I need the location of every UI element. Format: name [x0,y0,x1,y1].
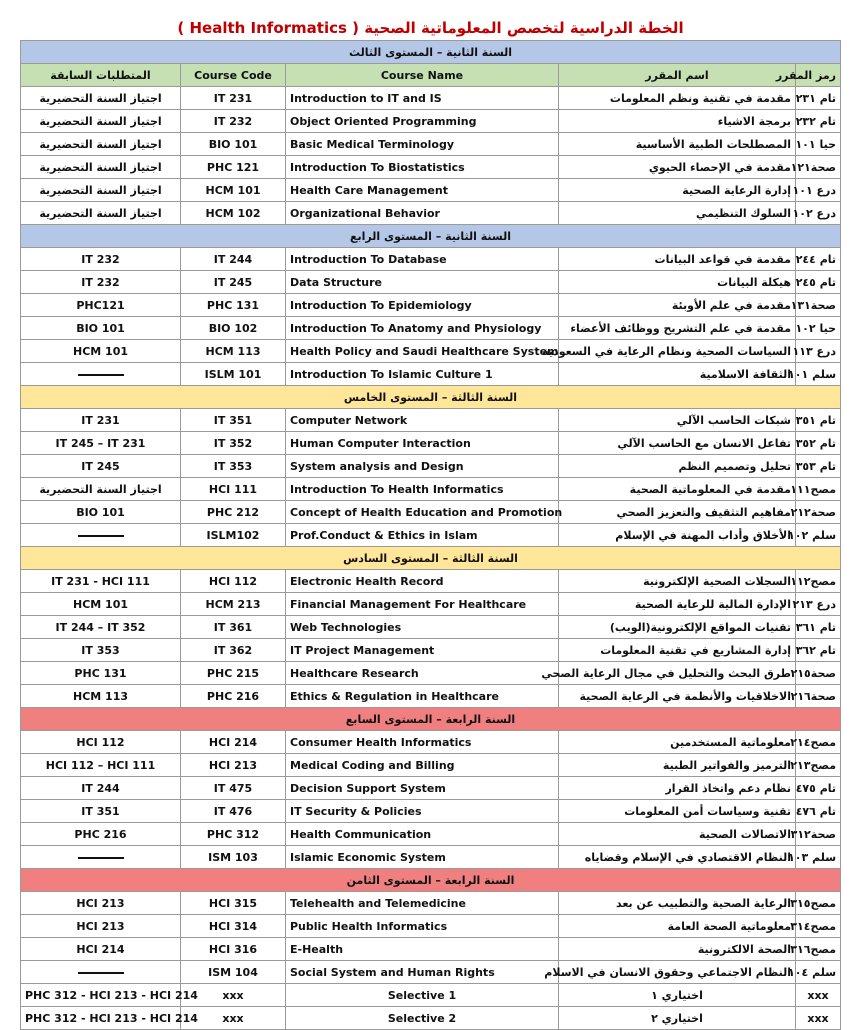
header-prereq: المتطلبات السابقة [21,64,181,87]
table-row [21,501,841,524]
section-header [21,869,841,892]
prerequisite-cell: IT 231 [21,409,181,432]
course-number-cell: تام ٢٣٢ [796,110,841,133]
course-name-en-cell: Data Structure [286,271,559,294]
no-prerequisite-dash [78,972,124,974]
course-code-cell: ISLM 101 [181,363,286,386]
course-number-cell: صحة١٣١ [796,294,841,317]
study-plan-table [20,40,841,1030]
course-name-ar-cell: هيكلة البيانات [559,271,796,294]
course-name-ar-cell: مقدمة في علم الأوبئة [559,294,796,317]
table-row [21,961,841,984]
prerequisite-cell: اجتياز السنة التحضيرية [21,87,181,110]
course-name-ar-cell: الأخلاق وأداب المهنة في الإسلام [559,524,796,547]
course-name-en-cell: Introduction To Islamic Culture 1 [286,363,559,386]
course-code-cell: HCI 214 [181,731,286,754]
prerequisite-cell: اجتياز السنة التحضيرية [21,179,181,202]
section-header [21,708,841,731]
course-name-en-cell: Organizational Behavior [286,202,559,225]
header-name-ar: اسم المقرر [559,64,796,87]
course-name-ar-cell: شبكات الحاسب الآلي [559,409,796,432]
course-name-en-cell: Health Care Management [286,179,559,202]
course-name-en-cell: Ethics & Regulation in Healthcare [286,685,559,708]
table-row [21,616,841,639]
header-name-en: Course Name [286,64,559,87]
course-name-en-cell: IT Security & Policies [286,800,559,823]
course-name-ar-cell: معلوماتية المستخدمين [559,731,796,754]
prerequisite-cell: HCI 214 [21,938,181,961]
table-row [21,593,841,616]
course-name-ar-cell: الرعاية الصحية والتطبيب عن بعد [559,892,796,915]
course-number-cell: مصح٣١٥ [796,892,841,915]
header-num: رمز المقرر [796,64,841,87]
section-header [21,386,841,409]
course-code-cell: HCI 316 [181,938,286,961]
table-row [21,478,841,501]
course-number-cell: xxx [796,1007,841,1030]
course-name-en-cell: IT Project Management [286,639,559,662]
table-row [21,317,841,340]
course-number-cell: صحة١٢١ [796,156,841,179]
course-number-cell: سلم ١٠١ [796,363,841,386]
course-name-ar-cell: تقنيات المواقع الإلكترونية(الويب) [559,616,796,639]
prerequisite-cell: IT 232 [21,248,181,271]
course-code-cell: PHC 131 [181,294,286,317]
course-code-cell: HCI 112 [181,570,286,593]
course-number-cell: حيا ١٠١ [796,133,841,156]
prerequisite-cell: HCM 101 [21,340,181,363]
table-row [21,271,841,294]
prerequisite-cell: HCM 101 [21,593,181,616]
course-name-ar-cell: الإدارة المالية للرعاية الصحية [559,593,796,616]
table-row [21,133,841,156]
prerequisite-cell: IT 245 – IT 231 [21,432,181,455]
course-code-cell: HCI 314 [181,915,286,938]
course-number-cell: صحة٢١٥ [796,662,841,685]
course-number-cell: تام ٣٦٢ [796,639,841,662]
course-number-cell: صحة٢١٦ [796,685,841,708]
course-name-ar-cell: النظام الاجتماعي وحقوق الانسان في الاسلام [559,961,796,984]
course-name-en-cell: Social System and Human Rights [286,961,559,984]
section-title: السنة الثانية – المستوى الثالث [21,41,841,64]
course-code-cell: IT 352 [181,432,286,455]
prerequisite-cell: HCI 213 [21,892,181,915]
table-row [21,731,841,754]
course-name-ar-cell: طرق البحث والتحليل في مجال الرعاية الصحي [559,662,796,685]
prerequisite-cell: PHC 312 - HCI 213 - HCI 214 [21,984,181,1007]
course-number-cell: تام ٣٥٢ [796,432,841,455]
course-name-en-cell: System analysis and Design [286,455,559,478]
course-number-cell: حيا ١٠٢ [796,317,841,340]
course-name-en-cell: Medical Coding and Billing [286,754,559,777]
course-number-cell: تام ٣٥٣ [796,455,841,478]
column-header-row [21,64,841,87]
prerequisite-cell [21,846,181,869]
course-number-cell: درع ١٠١ [796,179,841,202]
course-code-cell: IT 475 [181,777,286,800]
course-name-ar-cell: السياسات الصحية ونظام الرعاية في السعودية [559,340,796,363]
course-name-ar-cell: إدارة المشاريع في تقنية المعلومات [559,639,796,662]
course-name-en-cell: Financial Management For Healthcare [286,593,559,616]
section-title: السنة الثالثة – المستوى السادس [21,547,841,570]
prerequisite-cell [21,961,181,984]
course-name-ar-cell: مفاهيم التثقيف والتعزيز الصحي [559,501,796,524]
course-name-en-cell: Health Communication [286,823,559,846]
course-name-ar-cell: الثقافة الاسلامية [559,363,796,386]
table-row [21,524,841,547]
course-number-cell: تام ٢٤٤ [796,248,841,271]
table-row [21,1007,841,1030]
course-name-en-cell: Introduction to IT and IS [286,87,559,110]
course-code-cell: IT 232 [181,110,286,133]
course-code-cell: PHC 215 [181,662,286,685]
course-code-cell: BIO 101 [181,133,286,156]
prerequisite-cell: PHC121 [21,294,181,317]
course-name-ar-cell: نظام دعم واتخاذ القرار [559,777,796,800]
course-name-en-cell: Human Computer Interaction [286,432,559,455]
course-code-cell: IT 361 [181,616,286,639]
course-name-en-cell: Electronic Health Record [286,570,559,593]
course-name-en-cell: Object Oriented Programming [286,110,559,133]
table-row [21,432,841,455]
course-name-ar-cell: مقدمة في المعلوماتية الصحية [559,478,796,501]
course-number-cell: سلم ١٠٢ [796,524,841,547]
course-code-cell: IT 362 [181,639,286,662]
course-number-cell: درع ٢١٣ [796,593,841,616]
course-code-cell: xxx [181,1007,286,1030]
section-title: السنة الرابعة – المستوى الثامن [21,869,841,892]
course-code-cell: IT 351 [181,409,286,432]
table-row [21,938,841,961]
prerequisite-cell: BIO 101 [21,317,181,340]
no-prerequisite-dash [78,374,124,376]
prerequisite-cell: اجتياز السنة التحضيرية [21,478,181,501]
course-code-cell: IT 245 [181,271,286,294]
table-row [21,662,841,685]
course-name-ar-cell: مقدمة في الإحصاء الحيوي [559,156,796,179]
course-number-cell: صحة٢١٢ [796,501,841,524]
course-code-cell: ISM 104 [181,961,286,984]
course-name-en-cell: Concept of Health Education and Promotion [286,501,559,524]
prerequisite-cell: PHC 312 - HCI 213 - HCI 214 [21,1007,181,1030]
course-code-cell: HCI 111 [181,478,286,501]
course-number-cell: مصح٢١٤ [796,731,841,754]
course-name-ar-cell: إدارة الرعاية الصحية [559,179,796,202]
table-row [21,156,841,179]
prerequisite-cell: PHC 216 [21,823,181,846]
course-name-ar-cell: مقدمة في علم التشريح ووظائف الأعضاء [559,317,796,340]
prerequisite-cell: اجتياز السنة التحضيرية [21,133,181,156]
course-code-cell: HCM 102 [181,202,286,225]
table-row [21,685,841,708]
course-code-cell: IT 244 [181,248,286,271]
course-number-cell: مصح٣١٤ [796,915,841,938]
course-code-cell: IT 353 [181,455,286,478]
table-row [21,202,841,225]
table-row [21,363,841,386]
course-code-cell: HCM 113 [181,340,286,363]
course-code-cell: ISM 103 [181,846,286,869]
table-row [21,754,841,777]
prerequisite-cell: HCI 213 [21,915,181,938]
course-name-ar-cell: اختياري ٢ [559,1007,796,1030]
course-name-ar-cell: السجلات الصحية الإلكترونية [559,570,796,593]
course-code-cell: HCM 101 [181,179,286,202]
course-name-ar-cell: مقدمة في قواعد البيانات [559,248,796,271]
page-title: الخطة الدراسية لتخصص المعلوماتية الصحية ( Health Informatics ) [177,19,684,37]
course-number-cell: درع ١٠٢ [796,202,841,225]
course-name-en-cell: Decision Support System [286,777,559,800]
prerequisite-cell: اجتياز السنة التحضيرية [21,156,181,179]
course-code-cell: PHC 216 [181,685,286,708]
course-name-en-cell: Health Policy and Saudi Healthcare System [286,340,559,363]
course-name-en-cell: Basic Medical Terminology [286,133,559,156]
course-code-cell: IT 231 [181,87,286,110]
section-header [21,225,841,248]
course-name-en-cell: Islamic Economic System [286,846,559,869]
course-number-cell: مصح١١٢ [796,570,841,593]
header-code: Course Code [181,64,286,87]
course-name-en-cell: Introduction To Epidemiology [286,294,559,317]
course-name-ar-cell: الاخلاقيات والأنظمة في الرعاية الصحية [559,685,796,708]
prerequisite-cell [21,524,181,547]
prerequisite-cell: HCM 113 [21,685,181,708]
section-title: السنة الثانية – المستوى الرابع [21,225,841,248]
course-name-ar-cell: النظام الاقتصادي في الإسلام وقضاياه [559,846,796,869]
table-row [21,294,841,317]
course-code-cell: BIO 102 [181,317,286,340]
no-prerequisite-dash [78,857,124,859]
table-row [21,984,841,1007]
course-name-ar-cell: الاتصالات الصحية [559,823,796,846]
course-number-cell: تام ٤٧٥ [796,777,841,800]
course-number-cell: مصح١١١ [796,478,841,501]
prerequisite-cell: IT 245 [21,455,181,478]
course-name-en-cell: Telehealth and Telemedicine [286,892,559,915]
no-prerequisite-dash [78,535,124,537]
course-name-en-cell: Introduction To Health Informatics [286,478,559,501]
course-number-cell: تام ٢٣١ [796,87,841,110]
section-header [21,547,841,570]
table-row [21,846,841,869]
course-number-cell: xxx [796,984,841,1007]
table-row [21,110,841,133]
course-name-ar-cell: معلوماتية الصحة العامة [559,915,796,938]
course-number-cell: مصح٢١٣ [796,754,841,777]
course-name-en-cell: Introduction To Anatomy and Physiology [286,317,559,340]
course-number-cell: سلم ١٠٤ [796,961,841,984]
course-number-cell: مصح٣١٦ [796,938,841,961]
table-row [21,892,841,915]
course-name-en-cell: Healthcare Research [286,662,559,685]
table-row [21,340,841,363]
course-name-ar-cell: الصحة الالكترونية [559,938,796,961]
course-name-en-cell: Computer Network [286,409,559,432]
table-row [21,455,841,478]
course-code-cell: PHC 121 [181,156,286,179]
table-row [21,823,841,846]
course-code-cell: HCI 213 [181,754,286,777]
course-name-ar-cell: تفاعل الانسان مع الحاسب الآلي [559,432,796,455]
course-name-en-cell: E-Health [286,938,559,961]
course-number-cell: تام ٣٥١ [796,409,841,432]
prerequisite-cell: اجتياز السنة التحضيرية [21,202,181,225]
course-name-en-cell: Public Health Informatics [286,915,559,938]
course-name-ar-cell: المصطلحات الطبية الأساسية [559,133,796,156]
prerequisite-cell: PHC 131 [21,662,181,685]
course-name-ar-cell: الترميز والفواتير الطبية [559,754,796,777]
course-code-cell: HCM 213 [181,593,286,616]
table-row [21,179,841,202]
course-code-cell: PHC 312 [181,823,286,846]
course-code-cell: PHC 212 [181,501,286,524]
course-name-en-cell: Consumer Health Informatics [286,731,559,754]
table-row [21,409,841,432]
prerequisite-cell: IT 244 [21,777,181,800]
prerequisite-cell: IT 232 [21,271,181,294]
prerequisite-cell: IT 244 – IT 352 [21,616,181,639]
course-name-ar-cell: برمجة الاشياء [559,110,796,133]
section-header [21,41,841,64]
prerequisite-cell: اجتياز السنة التحضيرية [21,110,181,133]
course-name-ar-cell: تقنية وسياسات أمن المعلومات [559,800,796,823]
prerequisite-cell: IT 351 [21,800,181,823]
course-number-cell: سلم ١٠٣ [796,846,841,869]
course-name-en-cell: Introduction To Biostatistics [286,156,559,179]
table-row [21,915,841,938]
prerequisite-cell [21,363,181,386]
prerequisite-cell: BIO 101 [21,501,181,524]
course-number-cell: تام ٣٦١ [796,616,841,639]
course-number-cell: درع ١١٣ [796,340,841,363]
course-name-ar-cell: السلوك التنظيمي [559,202,796,225]
course-code-cell: IT 476 [181,800,286,823]
table-row [21,570,841,593]
course-name-en-cell: Prof.Conduct & Ethics in Islam [286,524,559,547]
prerequisite-cell: HCI 112 [21,731,181,754]
prerequisite-cell: IT 231 - HCI 111 [21,570,181,593]
section-title: السنة الرابعة – المستوى السابع [21,708,841,731]
course-name-ar-cell: اختياري ١ [559,984,796,1007]
course-number-cell: صحة٣١٢ [796,823,841,846]
course-name-ar-cell: تحليل وتصميم النظم [559,455,796,478]
table-row [21,639,841,662]
course-code-cell: xxx [181,984,286,1007]
course-name-en-cell: Selective 2 [286,1007,559,1030]
prerequisite-cell: HCI 112 – HCI 111 [21,754,181,777]
table-row [21,87,841,110]
section-title: السنة الثالثة – المستوى الخامس [21,386,841,409]
course-name-ar-cell: مقدمة في تقنية ونظم المعلومات [559,87,796,110]
prerequisite-cell: IT 353 [21,639,181,662]
course-code-cell: HCI 315 [181,892,286,915]
course-name-en-cell: Selective 1 [286,984,559,1007]
table-row [21,800,841,823]
course-number-cell: تام ٤٧٦ [796,800,841,823]
table-row [21,248,841,271]
course-number-cell: تام ٢٤٥ [796,271,841,294]
course-name-en-cell: Web Technologies [286,616,559,639]
course-code-cell: ISLM102 [181,524,286,547]
course-name-en-cell: Introduction To Database [286,248,559,271]
table-row [21,777,841,800]
